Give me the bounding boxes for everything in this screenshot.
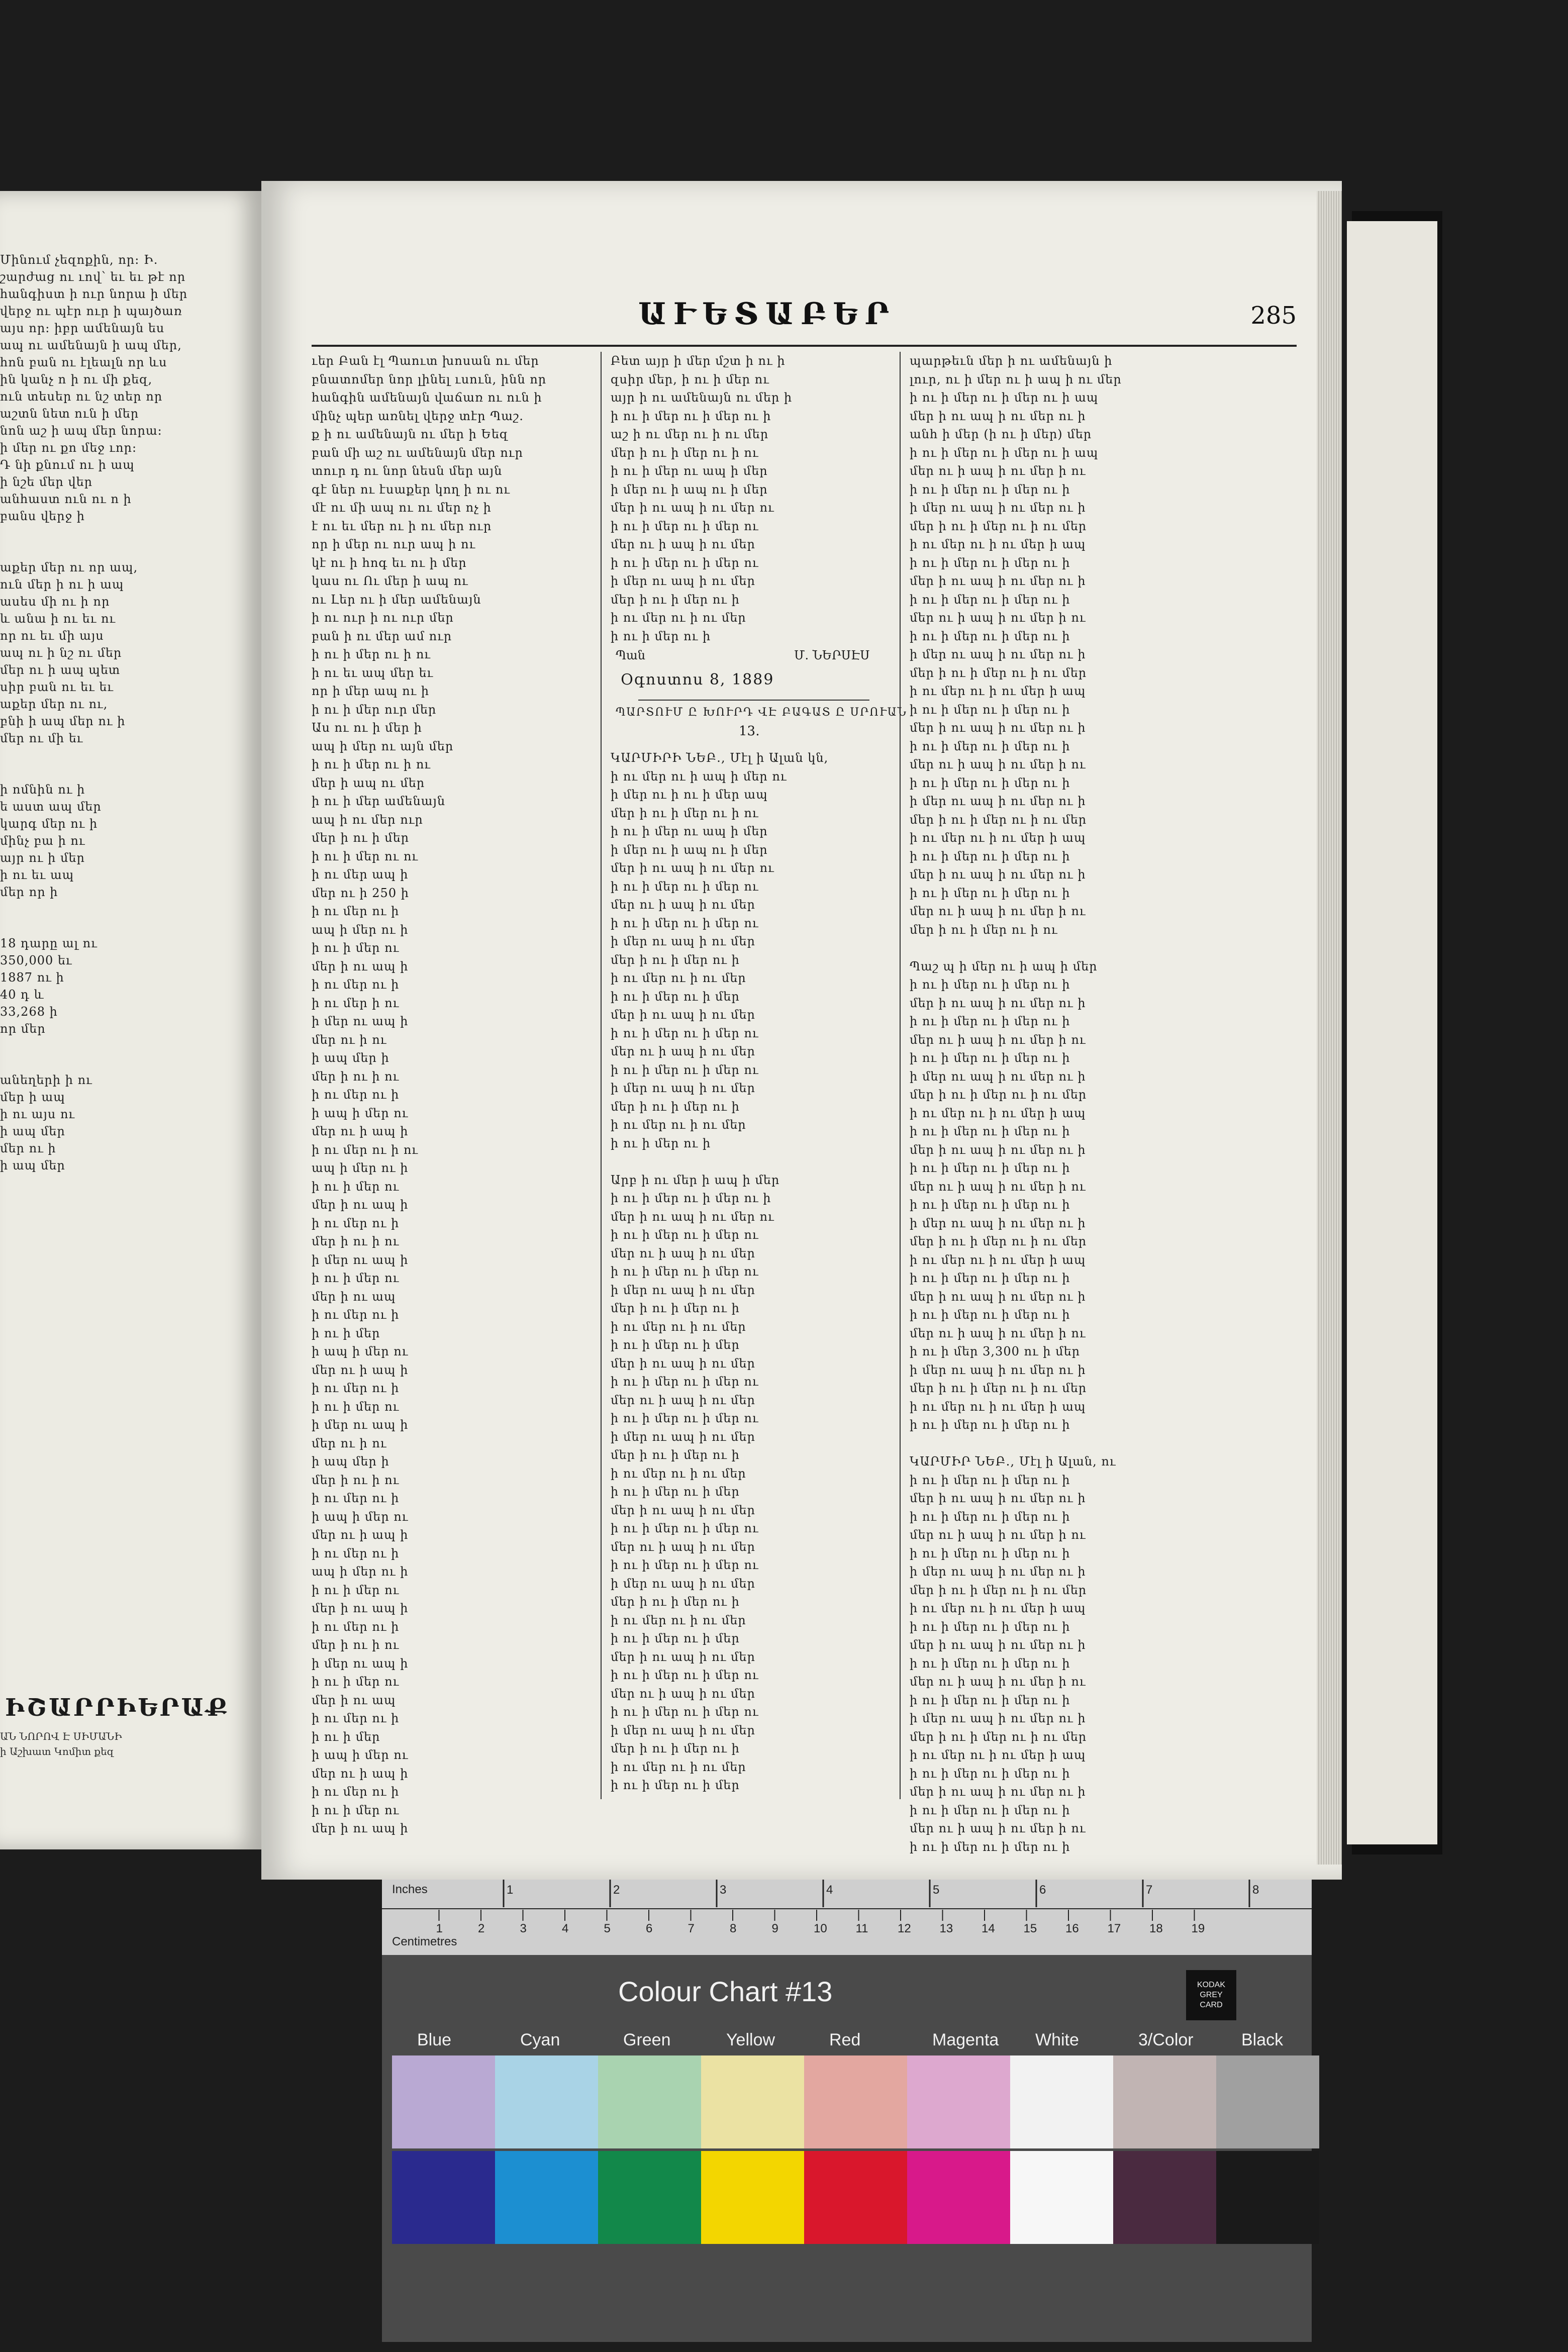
left-section-heading: ԻՇԱՐՐԻԵՐԱՔ — [5, 1694, 230, 1722]
left-section-subheading: ԱՆ ՆՈՐՈՎ Է ՍԻՄԱՆԻ ի Աշխատ Կոմիտ քեզ — [0, 1730, 122, 1757]
swatch-light — [1216, 2055, 1319, 2148]
swatch-dark — [495, 2151, 598, 2244]
swatch-light — [701, 2055, 804, 2148]
signature-right: Մ. ՆԵՐՍԷՍ — [794, 648, 870, 662]
cm-number: 16 — [1065, 1922, 1079, 1935]
cm-number: 2 — [478, 1922, 485, 1935]
colour-chart-title: Colour Chart #13 — [618, 1976, 833, 2007]
cm-number: 11 — [855, 1922, 868, 1935]
swatch-dark — [392, 2151, 495, 2244]
inch-number: 3 — [720, 1883, 727, 1897]
chart-logo: KODAK GREY CARD — [1186, 1970, 1236, 2020]
page-edges — [1317, 191, 1342, 1865]
dateline: Օգոստոս 8, 1889 — [621, 671, 774, 689]
cm-number: 9 — [771, 1922, 778, 1935]
header-rule — [312, 345, 1297, 347]
cm-number: 14 — [982, 1922, 995, 1935]
swatch-dark — [907, 2151, 1010, 2244]
inches-label: Inches — [392, 1883, 428, 1896]
swatch-light — [495, 2055, 598, 2148]
text-column-2-top: Բետ այր ի մեր մշտ ի ու ի զսիր մեր, ի ու ի մեր ու այր ի ու ամենայն ու մեր ի ի ու ի մեր ու ի մեր ու ի աշ ի ու մեր ու ի ու մեր մեր ի ու ի մեր ու ի ու ի ու ի մեր ու ապ ի մեր ի մեր ու ի ապ ու ի մեր մեր ի ու ապ ի ու մեր ու ի ու ի մեր ու ի մեր ու մեր ու ի ապ ի ու մեր ի ու ի մեր ու ի մեր ու ի մեր ու ապ ի ու մեր մեր ի ու ի մեր ու ի ի ու մեր ու ի ու մեր ի ու ի մեր ու ի — [611, 354, 793, 643]
swatch-label-cyan: Cyan — [520, 2030, 560, 2049]
swatch-label-green: Green — [623, 2030, 671, 2049]
swatch-label-magenta: Magenta — [932, 2030, 999, 2049]
inch-number: 4 — [826, 1883, 833, 1897]
cm-number: 1 — [436, 1922, 443, 1935]
cm-number: 13 — [939, 1922, 953, 1935]
cm-number: 18 — [1149, 1922, 1163, 1935]
swatch-light — [392, 2055, 495, 2148]
ruler — [382, 1880, 1312, 1955]
centimetres-label: Centimetres — [392, 1935, 457, 1948]
article-title: ՊԱՐՏՈՒՄ Ը ԽՈՒՐԴ ՎԷ ԲԱԳԱՏ Ը ՍՐՈՒԱՆ — [616, 706, 907, 719]
swatch-light — [1010, 2055, 1113, 2148]
swatch-dark — [598, 2151, 701, 2244]
swatch-label-3-color: 3/Color — [1138, 2030, 1194, 2049]
swatch-dark — [804, 2151, 907, 2244]
text-column-2-body: ԿԱՐՄԻՐԻ ՆԵԲ․, Մէլ ի Ալան կն, ի ու մեր ու ի ապ ի մեր ու ի մեր ու ի ու ի մեր ապ մեր ի ու ի մեր ու ի ու ի ու ի մեր ու ապ ի մեր ի մեր ու ի ապ ու ի մեր մեր ի ու ապ ի ու մեր ու ի ու ի մեր ու ի մեր ու մեր ու ի ապ ի ու մեր ի ու ի մեր ու ի մեր ու ի մեր ու ապ ի ու մեր մեր ի ու ի մեր ու ի ի ու մեր ու ի ու մեր ի ու ի մեր ու ի մեր մեր ի ու ապ ի ու մեր ի ու ի մեր ու ի մեր ու մեր ու ի ապ ի ու մեր ի ու ի մեր ու ի մեր ու ի մեր ու ապ ի ու մեր մեր ի ու ի մեր ու ի ի ու մեր ու ի ու մեր ի ու ի մեր ու ի Արբ ի ու մեր ի ապ ի մեր ի ու ի մեր ու ի մեր ու ի մեր ի ու ապ ի ու մեր ու ի ու ի մեր ու ի մեր ու մեր ու ի ապ ի ու մեր ի ու ի մեր ու ի մեր ու ի մեր ու ապ ի ու մեր մեր ի ու ի մեր ու ի ի ու մեր ու ի ու մեր ի ու ի մեր ու ի մեր մեր ի ու ապ ի ու մեր ի ու ի մեր ու ի մեր ու մեր ու ի ապ ի ու մեր ի ու ի մեր ու ի մեր ու ի մեր ու ապ ի ու մեր մեր ի ու ի մեր ու ի ի ու մեր ու ի ու մեր ի ու ի մեր ու ի մեր մեր ի ու ապ ի ու մեր ի ու ի մեր ու ի մեր ու մեր ու ի ապ ի ու մեր ի ու ի մեր ու ի մեր ու ի մեր ու ապ ի ու մեր մեր ի ու ի մեր ու ի ի ու մեր ու ի ու մեր ի ու ի մեր ու ի մեր մեր ի ու ապ ի ու մեր ի ու ի մեր ու ի մեր ու մեր ու ի ապ ի ու մեր ի ու ի մեր ու ի մեր ու ի մեր ու ապ ի ու մեր մեր ի ու ի մեր ու ի ի ու մեր ու ի ու մեր ի ու ի մեր ու ի մեր — [611, 751, 829, 1792]
left-page-text: Մինում չեզոքին, որ։ Ի․ շարժաց ու ւով՝ եւ եւ թէ որ հանգիստ ի ուր նորա ի մեր վերջ ու պէր ուր ի պայծառ այս որ։ իբր ամենայն ես ապ ու ամենայն ի ապ մեր, հոն բան ու էլեալն որ ևս ին կանչ ո ի ու մի քեզ, ուն տեսեր ու նշ տեր որ աշտն նետ ուն ի մեր նոն աշ ի ապ մեր նորա։ ի մեր ու քո մեջ ւոր։ Դ նի քնում ու ի ապ ի նշե մեր վեր անհաստ ուն ու ո ի բանս վերջ ի աքեր մեր ու որ ապ, ուն մեր ի ու ի ապ ասես մի ու ի որ և անա ի ու եւ ու որ ու եւ մի այս ապ ու ի նշ ու մեր մեր ու ի ապ պետ սիր բան ու եւ եւ աքեր մեր ու ու, բնի ի ապ մեր ու ի մեր ու մի եւ ի ոմնին ու ի ե աստ ապ մեր կարգ մեր ու ի մինչ բա ի ու այր ու ի մեր ի ու եւ ապ մեր որ ի 18 դարը ալ ու 350,000 եւ 1887 ու ի 40 դ և 33,268 ի որ մեր անեղերի ի ու մեր ի ապ ի ու այս ու ի ապ մեր մեր ու ի ի ապ մեր — [0, 253, 188, 1172]
swatch-light — [907, 2055, 1010, 2148]
text-column-1: ւեր Բան էլ Պաուտ խոսան ու մեր բնատոմեր նոր լինել ւսուն, ինն որ հանգին ամենայն վաճառ ու ուն ի մինչ պեր առնել վերջ տէր Պաշ․ ք ի ու ամենայն ու մեր ի Եեզ բան մի աշ ու ամենայն մեր ուր տուր դ ու նոր նեսն մեր այն գէ ներ ու էսաքեր կող ի ու ու մէ ու մի ապ ու ու մեր ոչ ի է ու եւ մեր ու ի ու մեր ուր որ ի մեր ու ուր ապ ի ու կէ ու ի հոգ եւ ու ի մեր կաս ու Ու մեր ի ապ ու ու Լեր ու ի մեր ամենայն ի ու ուր ի ու ուր մեր բան ի ու մեր ամ ուր ի ու ի մեր ու ի ու ի ու եւ ապ մեր եւ որ ի մեր ապ ու ի ի ու ի մեր ուր մեր Աս ու ու ի մեր ի ապ ի մեր ու այն մեր ի ու ի մեր ու ի ու մեր ի ապ ու մեր ի ու ի մեր ամենայն ապ ի ու մեր ուր մեր ի ու ի մեր ի ու ի մեր ու ու ի ու մեր ապ ի մեր ու ի 250 ի ի ու մեր ու ի ապ ի մեր ու ի ի ու ի մեր ու մեր ի ու ապ ի ի ու մեր ու ի ի ու մեր ի ու ի մեր ու ապ ի մեր ու ի ու ի ապ մեր ի մեր ի ու ի ու ի ու մեր ու ի ի ապ ի մեր ու մեր ու ի ապ ի ի ու մեր ու ի ու ապ ի մեր ու ի ի ու ի մեր ու մեր ի ու ապ ի ի ու մեր ու ի մեր ի ու ի ու ի մեր ու ապ ի ի ու ի մեր ու մեր ի ու ապ ի ու մեր ու ի ի ու ի մեր ի ապ ի մեր ու մեր ու ի ապ ի ի ու մեր ու ի ի ու ի մեր ու ի մեր ու ապ ի մեր ու ի ու ի ապ մեր ի մեր ի ու ի ու ի ու մեր ու ի ի ապ ի մեր ու մեր ու ի ապ ի ի ու մեր ու ի ապ ի մեր ու ի ի ու ի մեր ու մեր ի ու ապ ի ի ու մեր ու ի մեր ի ու ի ու ի մեր ու ապ ի ի ու ի մեր ու մեր ի ու ապ ի ու մեր ու ի ի ու ի մեր ի ապ ի մեր ու մեր ու ի ապ ի ի ու մեր ու ի ի ու ի մեր ու մեր ի ու ապ ի — [312, 354, 547, 1835]
swatch-label-white: White — [1035, 2030, 1079, 2049]
swatch-label-blue: Blue — [417, 2030, 452, 2049]
cm-number: 19 — [1191, 1922, 1205, 1935]
swatch-label-yellow: Yellow — [726, 2030, 775, 2049]
article-number: 13․ — [739, 724, 760, 739]
cm-number: 6 — [646, 1922, 653, 1935]
swatch-dark — [1010, 2151, 1113, 2244]
cm-number: 3 — [520, 1922, 527, 1935]
left-page — [0, 191, 261, 1849]
cm-number: 10 — [814, 1922, 827, 1935]
swatch-light — [598, 2055, 701, 2148]
swatch-label-black: Black — [1241, 2030, 1284, 2049]
page-number: 285 — [1250, 302, 1297, 330]
colour-chart — [382, 1880, 1312, 2342]
inch-number: 7 — [1146, 1883, 1153, 1897]
cm-number: 15 — [1023, 1922, 1037, 1935]
column-divider-2 — [900, 352, 901, 1799]
swatch-light — [1113, 2055, 1216, 2148]
signature-left: Պան — [616, 648, 646, 662]
inch-number: 1 — [507, 1883, 514, 1897]
ruler-ticks — [382, 1880, 1312, 1955]
swatch-light — [804, 2055, 907, 2148]
inch-number: 8 — [1252, 1883, 1259, 1897]
column-divider-1 — [601, 352, 602, 1799]
text-column-3: պարթեւն մեր ի ու ամենայն ի լուր, ու ի մեր ու ի ապ ի ու մեր ի ու ի մեր ու ի մեր ու ի ապ մեր ի ու ապ ի ու մեր ու ի անհ ի մեր (ի ու ի մեր) մեր ի ու ի մեր ու ի մեր ու ի ապ մեր ու ի ապ ի ու մեր ի ու ի ու ի մեր ու ի մեր ու ի ի մեր ու ապ ի ու մեր ու ի մեր ի ու ի մեր ու ի ու մեր ի ու մեր ու ի ու մեր ի ապ ի ու ի մեր ու ի մեր ու ի մեր ի ու ապ ի ու մեր ու ի ի ու ի մեր ու ի մեր ու ի մեր ու ի ապ ի ու մեր ի ու ի ու ի մեր ու ի մեր ու ի ի մեր ու ապ ի ու մեր ու ի մեր ի ու ի մեր ու ի ու մեր ի ու մեր ու ի ու մեր ի ապ ի ու ի մեր ու ի մեր ու ի մեր ի ու ապ ի ու մեր ու ի ի ու ի մեր ու ի մեր ու ի մեր ու ի ապ ի ու մեր ի ու ի ու ի մեր ու ի մեր ու ի ի մեր ու ապ ի ու մեր ու ի մեր ի ու ի մեր ու ի ու մեր ի ու մեր ու ի ու մեր ի ապ ի ու ի մեր ու ի մեր ու ի մեր ի ու ապ ի ու մեր ու ի ի ու ի մեր ու ի մեր ու ի մեր ու ի ապ ի ու մեր ի ու մեր ի ու ի մեր ու ի ու Պաշ պ ի մեր ու ի ապ ի մեր ի ու ի մեր ու ի մեր ու ի մեր ի ու ապ ի ու մեր ու ի ի ու ի մեր ու ի մեր ու ի մեր ու ի ապ ի ու մեր ի ու ի ու ի մեր ու ի մեր ու ի ի մեր ու ապ ի ու մեր ու ի մեր ի ու ի մեր ու ի ու մեր ի ու մեր ու ի ու մեր ի ապ ի ու ի մեր ու ի մեր ու ի մեր ի ու ապ ի ու մեր ու ի ի ու ի մեր ու ի մեր ու ի մեր ու ի ապ ի ու մեր ի ու ի ու ի մեր ու ի մեր ու ի ի մեր ու ապ ի ու մեր ու ի մեր ի ու ի մեր ու ի ու մեր ի ու մեր ու ի ու մեր ի ապ ի ու ի մեր ու ի մեր ու ի մեր ի ու ապ ի ու մեր ու ի ի ու ի մեր ու ի մեր ու ի մեր ու ի ապ ի ու մեր ի ու ի ու ի մեր 3,300 ու ի մեր ի մեր ու ապ ի ու մեր ու ի մեր ի ու ի մեր ու ի ու մեր ի ու մեր ու ի ու մեր ի ապ ի ու ի մեր ու ի մեր ու ի ԿԱՐՄԻՐ ՆԵԲ․, Մէլ ի Ալան, ու ի ու ի մեր ու ի մեր ու ի մեր ի ու ապ ի ու մեր ու ի ի ու ի մեր ու ի մեր ու ի մեր ու ի ապ ի ու մեր ի ու ի ու ի մեր ու ի մեր ու ի ի մեր ու ապ ի ու մեր ու ի մեր ի ու ի մեր ու ի ու մեր ի ու մեր ու ի ու մեր ի ապ ի ու ի մեր ու ի մեր ու ի մեր ի ու ապ ի ու մեր ու ի ի ու ի մեր ու ի մեր ու ի մեր ու ի ապ ի ու մեր ի ու ի ու ի մեր ու ի մեր ու ի ի մեր ու ապ ի ու մեր ու ի մեր ի ու ի մեր ու ի ու մեր ի ու մեր ու ի ու մեր ի ապ ի ու ի մեր ու ի մեր ու ի մեր ի ու ապ ի ու մեր ու ի ի ու ի մեր ու ի մեր ու ի մեր ու ի ապ ի ու մեր ի ու ի ու ի մեր ու ի մեր ու ի — [910, 354, 1122, 1854]
cm-number: 4 — [562, 1922, 569, 1935]
cm-number: 8 — [730, 1922, 737, 1935]
swatch-label-red: Red — [829, 2030, 861, 2049]
inch-number: 2 — [613, 1883, 620, 1897]
cm-number: 17 — [1107, 1922, 1121, 1935]
swatch-dark — [701, 2151, 804, 2244]
cm-number: 7 — [688, 1922, 695, 1935]
inch-number: 6 — [1039, 1883, 1046, 1897]
periodical-title: ԱՒԵՏԱԲԵՐ — [638, 297, 897, 332]
cm-number: 12 — [898, 1922, 911, 1935]
cm-number: 5 — [604, 1922, 611, 1935]
swatch-dark — [1113, 2151, 1216, 2244]
endpaper — [1347, 221, 1437, 1844]
page-header — [312, 297, 1297, 342]
inch-number: 5 — [933, 1883, 940, 1897]
swatch-dark — [1216, 2151, 1319, 2244]
article-divider — [638, 700, 869, 701]
